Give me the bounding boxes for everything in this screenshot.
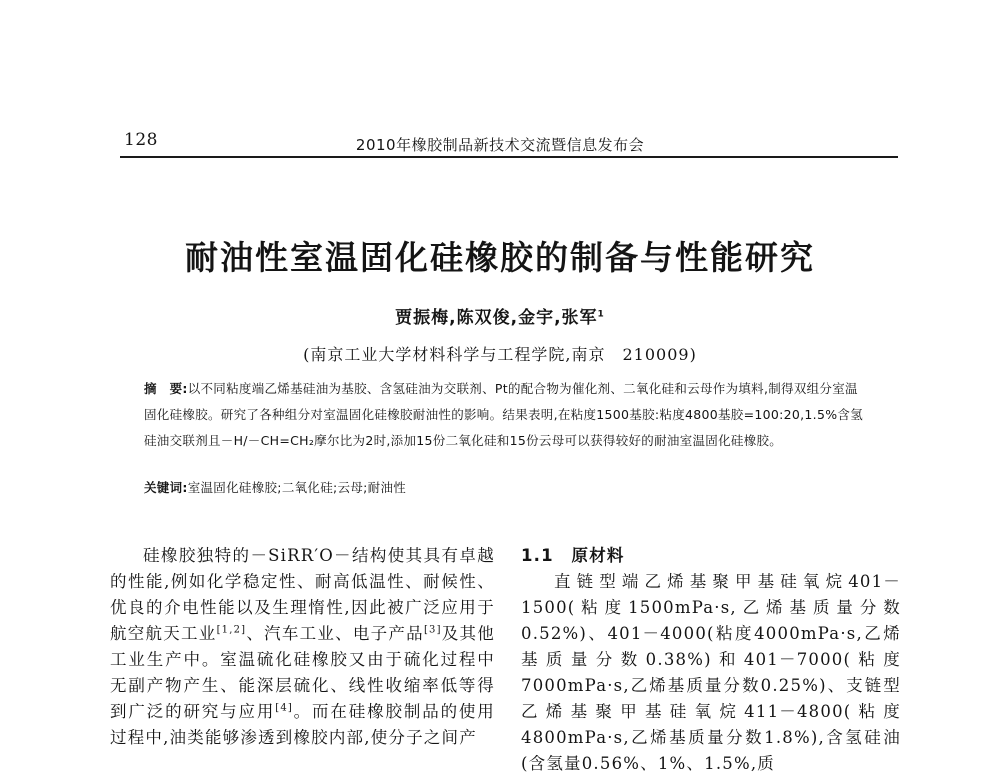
- intro-paragraph: [110, 543, 495, 751]
- abstract-text: 以不同粘度端乙烯基硅油为基胶、含氢硅油为交联剂、Pt的配合物为催化剂、二氧化硅和云母作为填料,制得双组分室温固化硅橡胶。研究了各种组分对室温固化硅橡胶耐油性的影响。结果表明,在粘度1500基胶:粘度4800基胶=100:20,1.5%含氢硅油交联剂且－H/－CH=CH₂摩尔比为2时,添加15份二氧化硅和15份云母可以获得较好的耐油室温固化硅橡胶。: [144, 381, 863, 448]
- abstract-label: 摘 要:: [144, 381, 188, 396]
- intro-text-part-1: 硅橡胶独特的－SiRR′O－结构使其具有卓越的性能,例如化学稳定性、耐高低温性、耐候性、优良的介电性能以及生理惰性,因此被广泛应用于航空航天工业: [110, 546, 495, 643]
- citation-ref-3[interactable]: [4]: [275, 702, 294, 714]
- abstract: [144, 376, 864, 454]
- keywords-text: 室温固化硅橡胶;二氧化硅;云母;耐油性: [187, 480, 407, 495]
- authors-text: 贾振梅,陈双俊,金宇,张军: [395, 308, 598, 328]
- intro-text-part-4: 。而在硅橡胶制品的使用过程中,油类能够渗透到橡胶内部,使分子之间产: [110, 702, 495, 747]
- keywords-label: 关键词:: [144, 480, 188, 495]
- author-list: [0, 303, 1000, 328]
- author-affiliation-mark: 1: [597, 309, 605, 320]
- intro-text-part-3: 及其他工业生产中。室温硫化硅橡胶又由于硫化过程中无副产物产生、能深层硫化、线性收缩率低等得到广泛的研究与应用: [110, 624, 495, 721]
- citation-ref-2[interactable]: [3]: [423, 624, 442, 636]
- section-heading-materials: 1.1 原材料: [521, 546, 625, 565]
- keywords: [144, 478, 864, 496]
- affiliation: (南京工业大学材料科学与工程学院,南京 210009): [303, 345, 697, 364]
- body-column-left: [110, 543, 495, 751]
- body-column-right: [521, 543, 901, 777]
- intro-text-part-2: 、汽车工业、电子产品: [246, 624, 424, 643]
- citation-ref-1[interactable]: [1,2]: [216, 624, 247, 636]
- article-title: 耐油性室温固化硅橡胶的制备与性能研究: [185, 238, 815, 277]
- materials-paragraph: 直链型端乙烯基聚甲基硅氧烷401－1500(粘度1500mPa·s,乙烯基质量分数0.52%)、401－4000(粘度4000mPa·s,乙烯基质量分数0.38%)和401－7000(粘度7000mPa·s,乙烯基质量分数0.25%)、支链型乙烯基聚甲基硅氧烷411－4800(粘度4800mPa·s,乙烯基质量分数1.8%),含氢硅油(含氢量0.56%、1%、1.5%,质: [521, 572, 901, 773]
- running-header: 2010年橡胶制品新技术交流暨信息发布会: [355, 136, 645, 154]
- header-rule: [120, 156, 898, 158]
- page-number: 128: [124, 130, 158, 150]
